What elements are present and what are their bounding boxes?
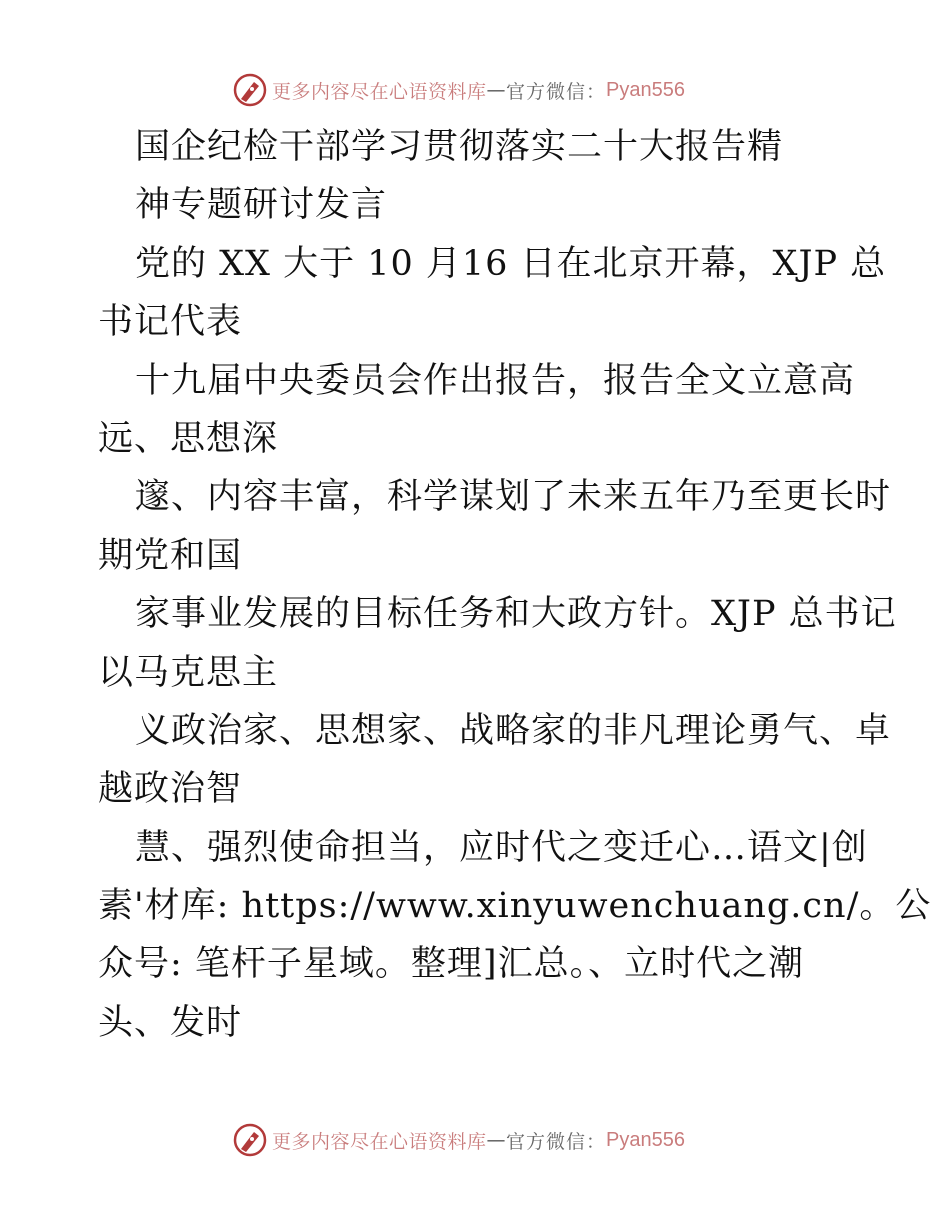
- header-banner-text: 更多内容尽在心语资料库: [272, 80, 487, 103]
- footer-banner-label: 官方微信：: [506, 1130, 607, 1153]
- footer-banner: [232, 1120, 685, 1160]
- header-banner: [232, 70, 685, 110]
- paragraph-line: 家事业发展的目标任务和大政方针。XJP 总书记: [135, 594, 897, 635]
- paragraph-line: 头、发时: [98, 1002, 243, 1043]
- paragraph-line: 期党和国: [98, 535, 243, 576]
- title-line-2: 神专题研讨发言: [135, 185, 388, 226]
- paragraph-line: 越政治智: [98, 769, 243, 810]
- paragraph-line: 素'材库: https://www.xinyuwenchuang.cn/。公: [98, 886, 932, 927]
- footer-banner-text: 更多内容尽在心语资料库: [272, 1130, 487, 1153]
- paragraph-line: 党的 XX 大于 10 月16 日在北京开幕，XJP 总: [135, 243, 887, 284]
- pen-nib-logo-icon: [232, 72, 268, 108]
- header-banner-label: 官方微信：: [506, 80, 607, 103]
- footer-banner-id: Pyan556: [606, 1128, 685, 1151]
- paragraph-line: 义政治家、思想家、战略家的非凡理论勇气、卓: [135, 710, 892, 751]
- paragraph-line: 书记代表: [98, 302, 243, 343]
- document-body: [98, 118, 932, 1052]
- header-banner-separator: —: [486, 79, 507, 101]
- pen-nib-logo-icon: [232, 1122, 268, 1158]
- paragraph-line: 慧、强烈使命担当，应时代之变迁心…语文|创: [135, 827, 868, 868]
- paragraph-line: 以马克思主: [98, 652, 279, 693]
- paragraph-line: 邃、内容丰富，科学谋划了未来五年乃至更长时: [135, 477, 892, 518]
- paragraph-line: 十九届中央委员会作出报告，报告全文立意高: [135, 360, 856, 401]
- title-line-1: 国企纪检干部学习贯彻落实二十大报告精: [135, 127, 784, 167]
- header-banner-id: Pyan556: [606, 78, 685, 101]
- paragraph-line: 众号: 笔杆子星域。整理]汇总。、立时代之潮: [98, 944, 805, 985]
- footer-banner-separator: —: [486, 1129, 507, 1151]
- paragraph-line: 远、思想深: [98, 418, 279, 459]
